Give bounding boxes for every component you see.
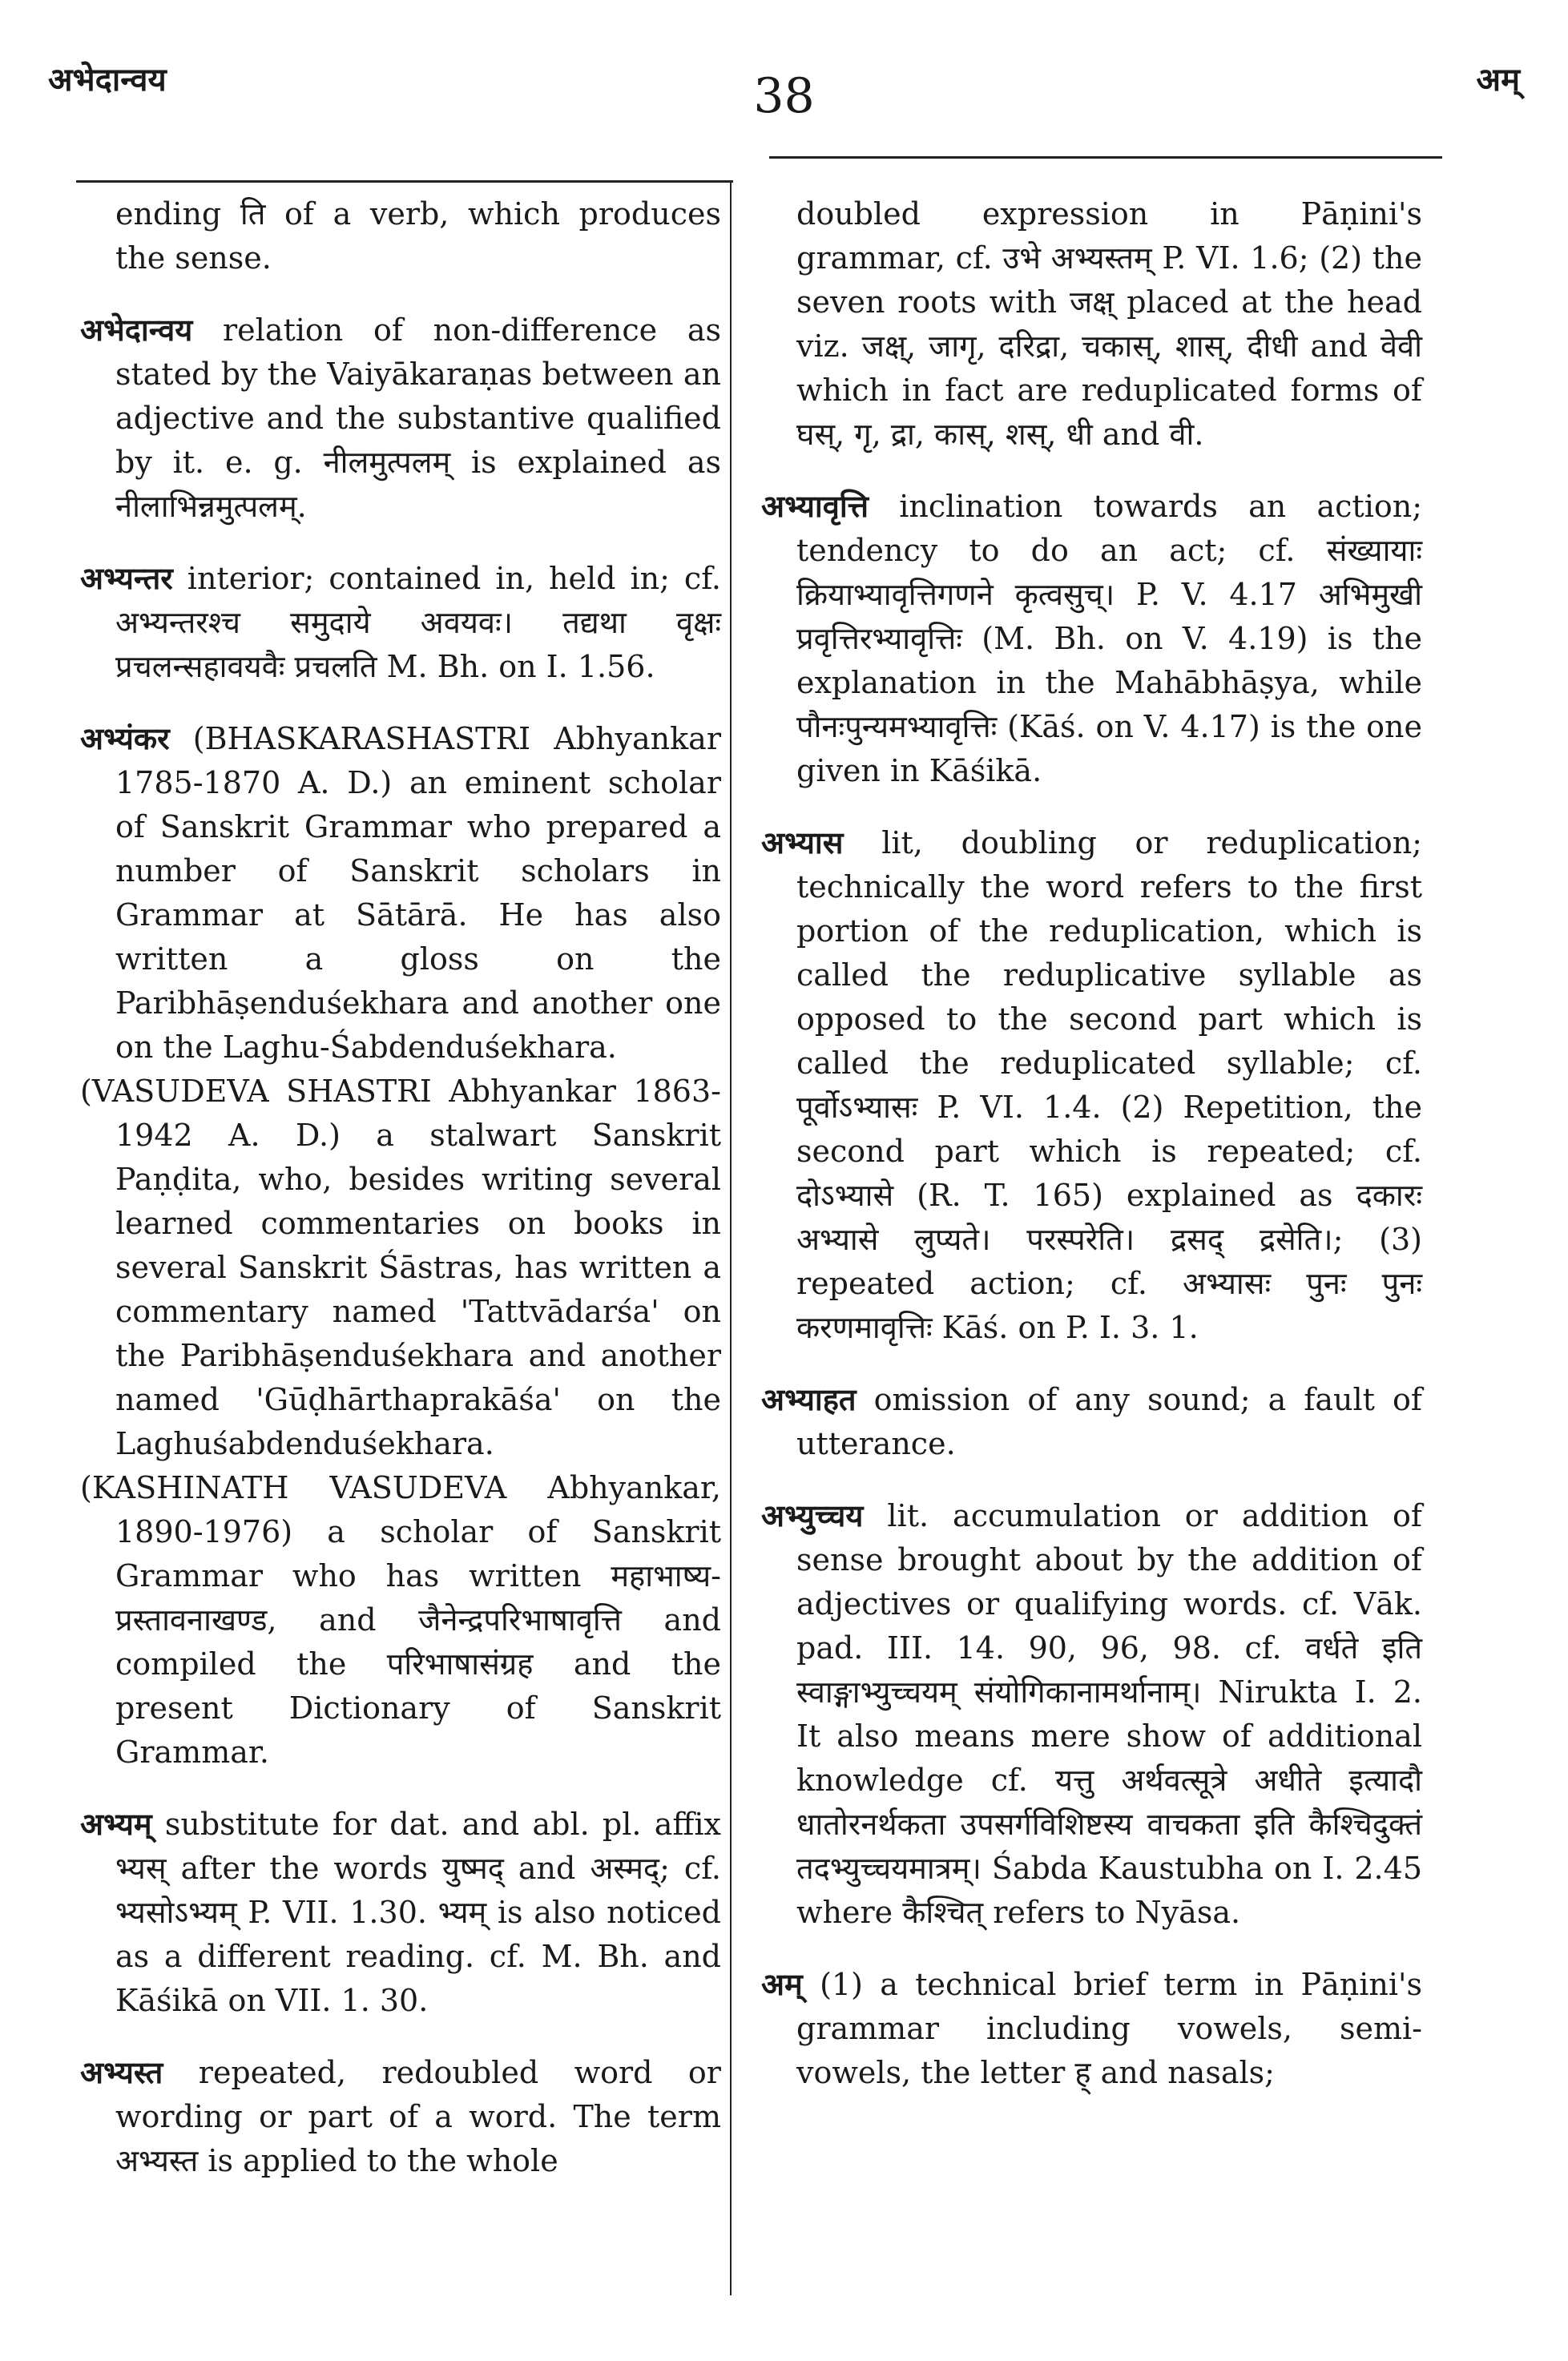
header-rule-left [76, 180, 733, 183]
left-column [80, 192, 721, 2210]
entry-definition: relation of non-difference as stated by the Vaiyākaraṇas between an adjective and the substantive qualified by it. e. g. नीलमुत्पलम् is explained as नीलाभिन्नमुत्पलम्. [115, 312, 721, 524]
dictionary-entry [761, 1377, 1422, 1466]
entry-definition: (1) a technical brief term in Pāṇini's grammar including vowels, semi-vowels, the letter ह् and nasals; [796, 1967, 1422, 2090]
entry-sub-definition: (VASUDEVA SHASTRI Abhyankar 1863-1942 A. D.) a stalwart Sanskrit Paṇḍita, who, besides writing several learned commentaries on books in several Sanskrit Śāstras, has written a commentary named 'Tattvādarśa' on the Paribhāṣenduśekhara and another named 'Gūḍhārthaprakāśa' on the Laghuśabdenduśekhara. [80, 1074, 721, 1461]
entry-headword: अभ्यास [761, 824, 844, 860]
entry-definition: lit. accumulation or addition of sense brought about by the addition of adjectives or qualifying words. cf. Vāk. pad. III. 14. 90, 96, 98. cf. वर्धते इति स्वाङ्गाभ्युच्चयम् संयोगिकानामर्थानाम्। Nirukta I. 2. It also means mere show of additional knowledge cf. यत्तु अर्थवत्सूत्रे अधीते इत्यादौ धातोरनर्थकता उपसर्गविशिष्टस्य वाचकता इति कैश्चिदुक्तं तदभ्युच्चयमात्रम्। Śabda Kaustubha on I. 2.45 where कैश्चित् refers to Nyāsa. [796, 1498, 1422, 1930]
header-rule-right [769, 156, 1442, 159]
entry-definition: interior; contained in, held in; cf. अभ्यन्तरश्च समुदाये अवयवः। तद्यथा वृक्षः प्रचलन्सहावयवैः प्रचलति M. Bh. on I. 1.56. [115, 561, 721, 684]
running-head-left: अभेदान्वय [48, 61, 167, 99]
entry-headword: अभ्यावृत्ति [761, 488, 869, 524]
entry-definition: lit, doubling or reduplication; technically the word refers to the first portion of the reduplication, which is called the reduplicative syllable as opposed to the second part which is called the reduplicated syllable; cf. पूर्वोऽभ्यासः P. VI. 1.4. (2) Repetition, the second part which is repeated; cf. दोऽभ्यासे (R. T. 165) explained as दकारः अभ्यासे लुप्यते। परस्परेति। द्रसद् द्रसेति।; (3) repeated action; cf. अभ्यासः पुनः पुनः करणमावृत्तिः Kāś. on P. I. 3. 1. [796, 825, 1422, 1345]
dictionary-entry [761, 1493, 1422, 1935]
dictionary-entry [80, 1802, 721, 2023]
dictionary-entry [80, 308, 721, 529]
page-number: 38 [753, 68, 815, 124]
entry-headword: अभ्युच्चय [761, 1497, 864, 1533]
right-column [761, 192, 1422, 2122]
entry-headword: अभेदान्वय [80, 312, 193, 348]
dictionary-entry [80, 716, 721, 1775]
column-divider [730, 180, 732, 2295]
entry-definition: (BHASKARASHASTRI Abhyankar 1785-1870 A. D.) an eminent scholar of Sanskrit Grammar who prepared a number of Sanskrit scholars in Grammar at Sātārā. He has also written a gloss on the Paribhāṣenduśekhara and another one on the Laghu-Śabdenduśekhara. [115, 721, 721, 1065]
continued-entry-text: doubled expression in Pāṇini's grammar, cf. उभे अभ्यस्तम् P. VI. 1.6; (2) the seven roots with जक्ष् placed at the head viz. जक्ष्, जागृ, दरिद्रा, चकास्, शास्, दीधी and वेवी which in fact are reduplicated forms of घस्, गृ, द्रा, कास्, शस्, धी and वी. [796, 196, 1422, 452]
continued-entry-text: ending ति of a verb, which produces the sense. [115, 196, 721, 276]
entry-headword: अभ्याहत [761, 1381, 857, 1417]
entry-headword: अम् [761, 1966, 803, 2002]
entry-definition: substitute for dat. and abl. pl. affix भ्यस् after the words युष्मद् and अस्मद्; cf. भ्यसोऽभ्यम् P. VII. 1.30. भ्यम् is also noticed as a different reading. cf. M. Bh. and Kāśikā on VII. 1. 30. [115, 1807, 721, 2018]
dictionary-entry [761, 1962, 1422, 2095]
entry-definition: repeated, redoubled word or wording or part of a word. The term अभ्यस्त is applied to the whole [115, 2055, 721, 2178]
entry-headword: अभ्यन्तर [80, 560, 173, 596]
dictionary-entry [761, 820, 1422, 1350]
dictionary-entry [761, 484, 1422, 793]
entry-definition: omission of any sound; a fault of utterance. [796, 1382, 1422, 1461]
entry-headword: अभ्यंकर [80, 720, 170, 756]
dictionary-entry [80, 556, 721, 689]
entry-sub-definition: (KASHINATH VASUDEVA Abhyankar, 1890-1976) a scholar of Sanskrit Grammar who has written महाभाष्य-प्रस्तावनाखण्ड, and जैनेन्द्रपरिभाषावृत्ति and compiled the परिभाषासंग्रह and the present Dictionary of Sanskrit Grammar. [80, 1470, 721, 1770]
entry-headword: अभ्यम् [80, 1806, 152, 1842]
dictionary-entry [80, 2050, 721, 2183]
running-head-right: अम् [1476, 61, 1520, 99]
entry-headword: अभ्यस्त [80, 2054, 163, 2090]
entry-definition: inclination towards an action; tendency to do an act; cf. संख्यायाः क्रियाभ्यावृत्तिगणने कृत्वसुच्। P. V. 4.17 अभिमुखी प्रवृत्तिरभ्यावृत्तिः (M. Bh. on V. 4.19) is the explanation in the Mahābhāṣya, while पौनःपुन्यमभ्यावृत्तिः (Kāś. on V. 4.17) is the one given in Kāśikā. [796, 489, 1422, 788]
